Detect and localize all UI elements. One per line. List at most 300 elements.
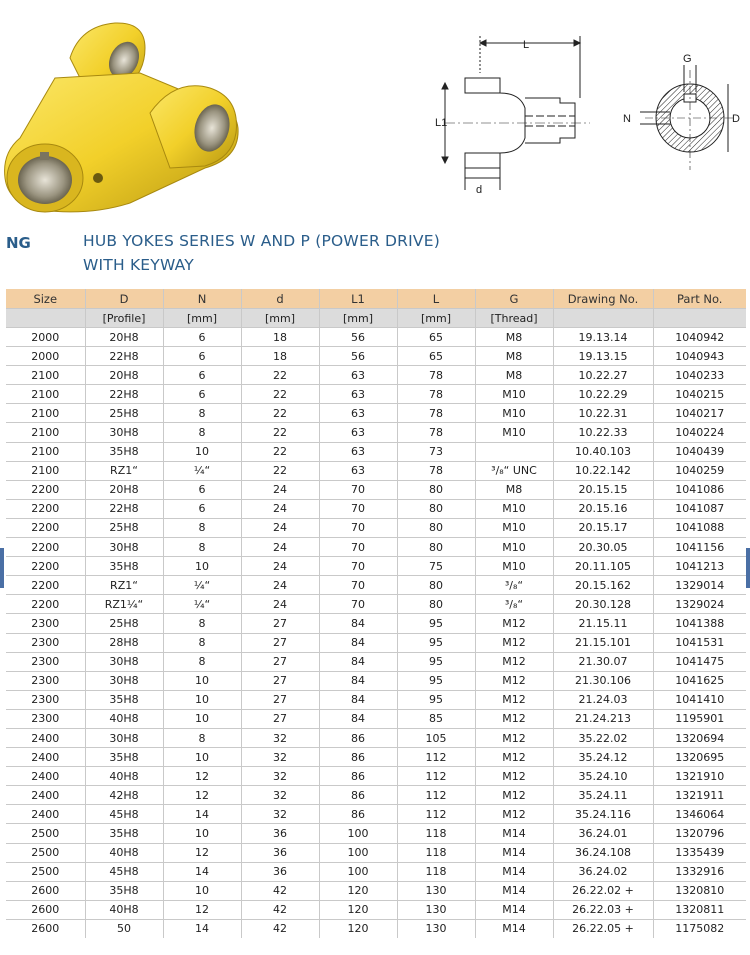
column-header: N: [163, 289, 241, 309]
table-cell: 2000: [6, 328, 85, 347]
column-header: L: [397, 289, 475, 309]
table-cell: 36: [241, 843, 319, 862]
table-cell: 26.22.05 +: [553, 919, 653, 938]
table-cell: 24: [241, 499, 319, 518]
page-edge-mark-right: [746, 548, 750, 588]
table-cell: 1332916: [653, 862, 746, 881]
table-cell: 2500: [6, 824, 85, 843]
table-cell: 70: [319, 576, 397, 595]
table-cell: 27: [241, 614, 319, 633]
table-cell: 42: [241, 881, 319, 900]
table-cell: 2100: [6, 461, 85, 480]
table-cell: 21.30.07: [553, 652, 653, 671]
table-cell: 1329014: [653, 576, 746, 595]
table-cell: 6: [163, 499, 241, 518]
label-G: G: [683, 53, 692, 65]
table-cell: 80: [397, 518, 475, 537]
table-cell: 25H8: [85, 614, 163, 633]
table-cell: 105: [397, 728, 475, 747]
table-cell: 78: [397, 404, 475, 423]
table-cell: 24: [241, 538, 319, 557]
table-cell: 20H8: [85, 328, 163, 347]
label-L1: L1: [435, 117, 448, 129]
table-cell: 1320694: [653, 728, 746, 747]
table-cell: 26.22.03 +: [553, 900, 653, 919]
table-cell: 100: [319, 862, 397, 881]
table-cell: 10: [163, 748, 241, 767]
table-cell: 8: [163, 652, 241, 671]
table-cell: ¼“: [163, 595, 241, 614]
table-cell: 2100: [6, 385, 85, 404]
table-cell: 80: [397, 595, 475, 614]
table-cell: 120: [319, 881, 397, 900]
table-cell: 10.22.142: [553, 461, 653, 480]
table-body: [6, 328, 746, 939]
table-cell: 78: [397, 385, 475, 404]
table-cell: 6: [163, 366, 241, 385]
table-cell: 8: [163, 614, 241, 633]
table-cell: 1041088: [653, 518, 746, 537]
table-row: [6, 786, 746, 805]
table-cell: ¼“: [163, 576, 241, 595]
table-cell: 12: [163, 900, 241, 919]
table-cell: 21.15.101: [553, 633, 653, 652]
table-cell: 22H8: [85, 347, 163, 366]
table-cell: 112: [397, 786, 475, 805]
table-row: [6, 538, 746, 557]
table-cell: 27: [241, 652, 319, 671]
table-row: [6, 748, 746, 767]
table-cell: M8: [475, 328, 553, 347]
label-d: d: [476, 184, 483, 196]
table-cell: 84: [319, 652, 397, 671]
table-row: [6, 881, 746, 900]
table-cell: M12: [475, 786, 553, 805]
table-cell: 2600: [6, 919, 85, 938]
table-cell: 84: [319, 690, 397, 709]
table-cell: 1041156: [653, 538, 746, 557]
table-cell: 75: [397, 557, 475, 576]
table-cell: 65: [397, 328, 475, 347]
table-cell: 2600: [6, 881, 85, 900]
table-cell: 30H8: [85, 538, 163, 557]
label-N: N: [623, 113, 631, 125]
table-cell: 70: [319, 518, 397, 537]
table-cell: 14: [163, 862, 241, 881]
table-cell: 1041213: [653, 557, 746, 576]
table-cell: 36.24.02: [553, 862, 653, 881]
table-cell: 80: [397, 480, 475, 499]
unit-cell: [Profile]: [85, 309, 163, 328]
table-cell: 1040233: [653, 366, 746, 385]
unit-cell: [6, 309, 85, 328]
table-cell: 6: [163, 385, 241, 404]
table-cell: 84: [319, 709, 397, 728]
table-cell: 24: [241, 595, 319, 614]
table-cell: M8: [475, 480, 553, 499]
table-cell: 1320695: [653, 748, 746, 767]
table-cell: 2300: [6, 652, 85, 671]
table-cell: 27: [241, 671, 319, 690]
table-cell: 12: [163, 786, 241, 805]
table-cell: 2200: [6, 499, 85, 518]
table-cell: M14: [475, 881, 553, 900]
table-cell: 2100: [6, 423, 85, 442]
table-cell: 50: [85, 919, 163, 938]
table-cell: 112: [397, 767, 475, 786]
table-cell: 22: [241, 423, 319, 442]
table-cell: 1040215: [653, 385, 746, 404]
table-cell: 24: [241, 480, 319, 499]
table-cell: 2300: [6, 633, 85, 652]
table-cell: 1040943: [653, 347, 746, 366]
table-cell: 1040439: [653, 442, 746, 461]
table-cell: 1041086: [653, 480, 746, 499]
table-cell: M10: [475, 404, 553, 423]
table-cell: 20.15.16: [553, 499, 653, 518]
table-cell: 2500: [6, 862, 85, 881]
table-cell: 25H8: [85, 518, 163, 537]
table-cell: 45H8: [85, 862, 163, 881]
table-cell: M12: [475, 728, 553, 747]
product-title-line2: WITH KEYWAY: [83, 256, 194, 274]
table-cell: 42: [241, 919, 319, 938]
table-cell: 8: [163, 633, 241, 652]
unit-cell: [Thread]: [475, 309, 553, 328]
table-cell: 2200: [6, 480, 85, 499]
table-cell: 22H8: [85, 385, 163, 404]
table-cell: 120: [319, 919, 397, 938]
table-cell: 63: [319, 366, 397, 385]
table-cell: 95: [397, 690, 475, 709]
table-row: [6, 423, 746, 442]
table-cell: 1041531: [653, 633, 746, 652]
table-row: [6, 518, 746, 537]
table-cell: M10: [475, 538, 553, 557]
table-cell: 20.30.05: [553, 538, 653, 557]
table-cell: 2200: [6, 518, 85, 537]
table-cell: M12: [475, 805, 553, 824]
product-prefix: NG: [6, 234, 31, 252]
page-edge-mark-left: [0, 548, 4, 588]
table-cell: 130: [397, 881, 475, 900]
table-cell: 8: [163, 538, 241, 557]
label-L: L: [523, 39, 530, 51]
section-view-drawing: [620, 50, 745, 170]
table-cell: 2300: [6, 614, 85, 633]
table-cell: 35.22.02: [553, 728, 653, 747]
table-cell: 27: [241, 633, 319, 652]
table-cell: 21.30.106: [553, 671, 653, 690]
table-cell: 1041087: [653, 499, 746, 518]
table-row: [6, 728, 746, 747]
table-cell: 36.24.108: [553, 843, 653, 862]
table-cell: 27: [241, 690, 319, 709]
table-cell: 22: [241, 366, 319, 385]
table-cell: M14: [475, 862, 553, 881]
table-cell: M12: [475, 748, 553, 767]
table-cell: 112: [397, 748, 475, 767]
table-row: [6, 652, 746, 671]
table-cell: 2300: [6, 709, 85, 728]
table-cell: 2300: [6, 671, 85, 690]
table-cell: 1040942: [653, 328, 746, 347]
table-cell: 18: [241, 328, 319, 347]
table-cell: 35.24.10: [553, 767, 653, 786]
column-header: Size: [6, 289, 85, 309]
table-cell: M10: [475, 518, 553, 537]
table-row: [6, 328, 746, 347]
table-cell: 24: [241, 518, 319, 537]
table-cell: RZ1“: [85, 576, 163, 595]
table-cell: M10: [475, 557, 553, 576]
table-row: [6, 805, 746, 824]
table-cell: 36.24.01: [553, 824, 653, 843]
table-cell: 35H8: [85, 442, 163, 461]
table-cell: 63: [319, 423, 397, 442]
table-cell: 8: [163, 518, 241, 537]
table-cell: 36: [241, 824, 319, 843]
table-cell: 35.24.116: [553, 805, 653, 824]
table-row: [6, 671, 746, 690]
table-cell: 78: [397, 461, 475, 480]
table-cell: 2400: [6, 805, 85, 824]
table-cell: 36: [241, 862, 319, 881]
table-cell: 6: [163, 347, 241, 366]
table-cell: 70: [319, 499, 397, 518]
table-row: [6, 557, 746, 576]
table-cell: 80: [397, 499, 475, 518]
table-cell: 1041625: [653, 671, 746, 690]
table-cell: 63: [319, 442, 397, 461]
table-cell: 30H8: [85, 728, 163, 747]
table-cell: 80: [397, 538, 475, 557]
table-cell: 22: [241, 461, 319, 480]
table-cell: 80: [397, 576, 475, 595]
table-cell: 20.11.105: [553, 557, 653, 576]
table-cell: 1321911: [653, 786, 746, 805]
table-cell: 6: [163, 328, 241, 347]
table-cell: 6: [163, 480, 241, 499]
table-row: [6, 824, 746, 843]
table-cell: 22H8: [85, 499, 163, 518]
table-cell: 1041475: [653, 652, 746, 671]
table-row: [6, 480, 746, 499]
table-cell: M12: [475, 652, 553, 671]
table-cell: 86: [319, 728, 397, 747]
table-row: [6, 690, 746, 709]
table-cell: M10: [475, 499, 553, 518]
table-cell: 1040259: [653, 461, 746, 480]
table-cell: M12: [475, 614, 553, 633]
table-cell: 12: [163, 843, 241, 862]
table-cell: M12: [475, 633, 553, 652]
unit-cell: [mm]: [397, 309, 475, 328]
table-cell: 35H8: [85, 557, 163, 576]
table-cell: 2300: [6, 690, 85, 709]
table-cell: ¼“: [163, 461, 241, 480]
table-cell: M10: [475, 385, 553, 404]
table-cell: 1335439: [653, 843, 746, 862]
table-cell: 2100: [6, 366, 85, 385]
table-row: [6, 366, 746, 385]
table-cell: 20H8: [85, 480, 163, 499]
table-row: [6, 461, 746, 480]
table-cell: 21.24.213: [553, 709, 653, 728]
table-cell: 20.15.162: [553, 576, 653, 595]
table-cell: 86: [319, 786, 397, 805]
table-cell: 32: [241, 767, 319, 786]
table-cell: 30H8: [85, 671, 163, 690]
table-cell: 8: [163, 404, 241, 423]
table-cell: 18: [241, 347, 319, 366]
side-view-drawing: [425, 28, 600, 198]
table-cell: 40H8: [85, 900, 163, 919]
table-cell: M12: [475, 671, 553, 690]
table-cell: 2400: [6, 748, 85, 767]
column-header: Part No.: [653, 289, 746, 309]
table-cell: 20.15.15: [553, 480, 653, 499]
unit-cell: [mm]: [319, 309, 397, 328]
table-cell: 20.30.128: [553, 595, 653, 614]
table-units-row: [6, 309, 746, 328]
table-cell: 2600: [6, 900, 85, 919]
table-cell: M12: [475, 690, 553, 709]
table-cell: 14: [163, 919, 241, 938]
table-cell: 84: [319, 633, 397, 652]
table-cell: 130: [397, 900, 475, 919]
table-cell: 42: [241, 900, 319, 919]
table-cell: 95: [397, 652, 475, 671]
table-cell: 30H8: [85, 652, 163, 671]
table-row: [6, 919, 746, 938]
table-cell: 27: [241, 709, 319, 728]
table-cell: 2200: [6, 576, 85, 595]
table-row: [6, 347, 746, 366]
table-cell: 118: [397, 843, 475, 862]
table-cell: ³/₈“: [475, 576, 553, 595]
table-cell: 70: [319, 557, 397, 576]
table-cell: 100: [319, 843, 397, 862]
table-row: [6, 614, 746, 633]
table-row: [6, 709, 746, 728]
table-cell: 2200: [6, 595, 85, 614]
unit-cell: [mm]: [163, 309, 241, 328]
table-cell: 10.22.27: [553, 366, 653, 385]
table-cell: 10.22.33: [553, 423, 653, 442]
table-cell: 70: [319, 595, 397, 614]
table-cell: 32: [241, 728, 319, 747]
column-header: d: [241, 289, 319, 309]
table-row: [6, 442, 746, 461]
table-cell: 65: [397, 347, 475, 366]
table-cell: 70: [319, 480, 397, 499]
table-cell: 19.13.14: [553, 328, 653, 347]
column-header: Drawing No.: [553, 289, 653, 309]
table-cell: 1329024: [653, 595, 746, 614]
table-cell: 130: [397, 919, 475, 938]
table-cell: 84: [319, 671, 397, 690]
table-cell: 1320811: [653, 900, 746, 919]
table-cell: 95: [397, 614, 475, 633]
column-header: D: [85, 289, 163, 309]
table-cell: 56: [319, 347, 397, 366]
table-cell: 95: [397, 633, 475, 652]
table-cell: M14: [475, 843, 553, 862]
table-cell: 2000: [6, 347, 85, 366]
table-cell: 63: [319, 404, 397, 423]
table-cell: RZ1“: [85, 461, 163, 480]
table-row: [6, 576, 746, 595]
table-cell: 78: [397, 423, 475, 442]
table-cell: 1320810: [653, 881, 746, 900]
table-cell: 56: [319, 328, 397, 347]
table-row: [6, 595, 746, 614]
table-cell: 32: [241, 748, 319, 767]
table-cell: 1040224: [653, 423, 746, 442]
table-cell: 8: [163, 423, 241, 442]
table-cell: 2400: [6, 786, 85, 805]
table-cell: M14: [475, 900, 553, 919]
table-cell: 10.40.103: [553, 442, 653, 461]
table-cell: 35H8: [85, 690, 163, 709]
table-cell: 86: [319, 748, 397, 767]
table-header-row: [6, 289, 746, 309]
table-cell: 1195901: [653, 709, 746, 728]
table-cell: 2100: [6, 442, 85, 461]
table-cell: 2400: [6, 728, 85, 747]
table-cell: 84: [319, 614, 397, 633]
table-cell: 2200: [6, 538, 85, 557]
table-cell: 35H8: [85, 824, 163, 843]
table-cell: 32: [241, 786, 319, 805]
table-cell: 95: [397, 671, 475, 690]
table-cell: 2500: [6, 843, 85, 862]
table-row: [6, 843, 746, 862]
table-cell: 20.15.17: [553, 518, 653, 537]
table-cell: 22: [241, 404, 319, 423]
table-cell: 35H8: [85, 748, 163, 767]
table-cell: 35.24.12: [553, 748, 653, 767]
table-cell: M12: [475, 709, 553, 728]
product-header-area: [0, 0, 750, 222]
table-cell: 1040217: [653, 404, 746, 423]
table-cell: 22: [241, 385, 319, 404]
table-cell: 22: [241, 442, 319, 461]
unit-cell: [553, 309, 653, 328]
table-cell: 35.24.11: [553, 786, 653, 805]
table-cell: M14: [475, 824, 553, 843]
table-cell: 40H8: [85, 709, 163, 728]
table-cell: 10: [163, 709, 241, 728]
product-title-line1: HUB YOKES SERIES W AND P (POWER DRIVE): [83, 232, 440, 250]
table-row: [6, 404, 746, 423]
table-cell: 30H8: [85, 423, 163, 442]
table-row: [6, 499, 746, 518]
table-cell: 32: [241, 805, 319, 824]
spec-table: [6, 289, 746, 938]
unit-cell: [mm]: [241, 309, 319, 328]
table-row: [6, 385, 746, 404]
table-cell: 35H8: [85, 881, 163, 900]
table-cell: 78: [397, 366, 475, 385]
table-cell: 8: [163, 728, 241, 747]
table-cell: 10.22.29: [553, 385, 653, 404]
table-cell: 10: [163, 671, 241, 690]
table-cell: 10: [163, 881, 241, 900]
table-cell: 10: [163, 442, 241, 461]
table-cell: M10: [475, 423, 553, 442]
